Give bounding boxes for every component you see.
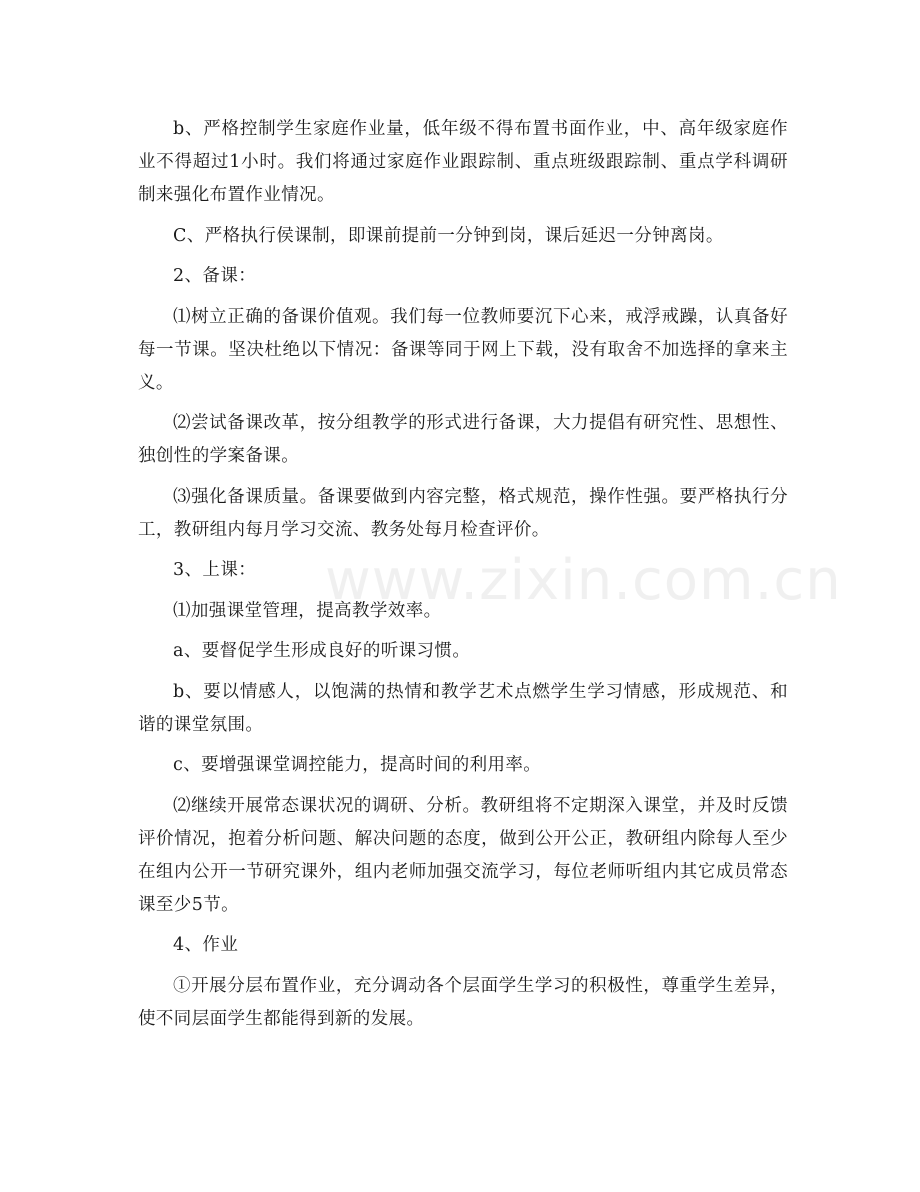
paragraph-listening-habits: a、要督促学生形成良好的听课习惯。	[173, 641, 471, 661]
paragraph-class-control: c、要增强课堂调控能力，提高时间的利用率。	[173, 755, 542, 775]
heading-lesson-prep: 2、备课：	[173, 266, 257, 286]
paragraph-prep-reform: ⑵尝试备课改革，按分组教学的形式进行备课，大力提倡有研究性、思想性、独创性的学案备课。	[138, 413, 788, 466]
paragraph-layered-homework: ①开展分层布置作业，充分调动各个层面学生学习的积极性，尊重学生差异，使不同层面学生都能得到新的发展。	[138, 975, 788, 1029]
paragraph-prep-values: ⑴树立正确的备课价值观。我们每一位教师要沉下心来，戒浮戒躁，认真备好每一节课。坚决杜绝以下情况：备课等同于网上下载，没有取舍不加选择的拿来主义。	[138, 306, 788, 393]
paragraph-class-management: ⑴加强课堂管理，提高教学效率。	[173, 600, 442, 621]
document-body	[138, 113, 788, 1043]
heading-teaching: 3、上课：	[173, 560, 257, 580]
paragraph-prep-quality: ⑶强化备课质量。备课要做到内容完整，格式规范，操作性强。要严格执行分工，教研组内每月学习交流、教务处每月检查评价。	[138, 486, 788, 540]
paragraph-class-waiting: C、严格执行侯课制，即课前提前一分钟到岗，课后延迟一分钟离岗。	[173, 225, 724, 246]
watermark-text: www.zixin.com.cn	[325, 548, 842, 613]
paragraph-regular-class-research: ⑵继续开展常态课状况的调研、分析。教研组将不定期深入课堂，并及时反馈评价情况，抱着分析问题、解决问题的态度，做到公开公正，教研组内除每人至少在组内公开一节研究课外，组内老师加强交流学习，每位老师听组内其它成员常态课至少5节。	[138, 795, 788, 915]
paragraph-emotional-teaching: b、要以情感人，以饱满的热情和教学艺术点燃学生学习情感，形成规范、和谐的课堂氛围。	[138, 681, 788, 735]
paragraph-homework-limit: b、严格控制学生家庭作业量，低年级不得布置书面作业，中、高年级家庭作业不得超过1小时。我们将通过家庭作业跟踪制、重点班级跟踪制、重点学科调研制来强化布置作业情况。	[138, 119, 788, 205]
heading-homework: 4、作业	[173, 935, 239, 955]
